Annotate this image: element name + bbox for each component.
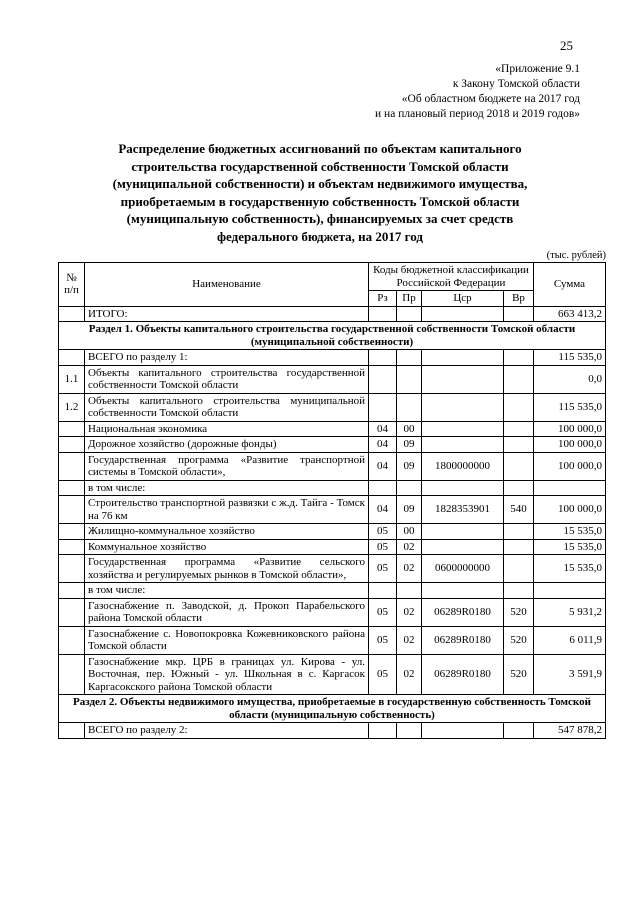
row-name: Государственная программа «Развитие транспортной системы в Томской области», [85,452,369,480]
row-vr [504,583,534,599]
header-codes: Коды бюджетной классификации Российской Федерации [369,263,534,291]
row-rz: 05 [369,654,397,695]
table-row [59,452,606,480]
table-row [59,598,606,626]
table-row [59,350,606,366]
table-row [59,496,606,524]
row-vr [504,421,534,437]
row-csr [422,437,504,453]
row-sum: 100 000,0 [534,496,606,524]
row-vr: 520 [504,654,534,695]
row-sum: 15 535,0 [534,539,606,555]
row-csr [422,723,504,739]
row-name: Газоснабжение п. Заводской, д. Прокоп Парабельского района Томской области [85,598,369,626]
budget-table [58,262,606,739]
row-csr [422,524,504,540]
row-csr [422,583,504,599]
appendix-note [375,62,580,122]
row-name: в том числе: [85,583,369,599]
row-number: 1.2 [59,393,85,421]
title-line: строительства государственной собственности Томской области [131,158,509,174]
row-csr: 0600000000 [422,555,504,583]
row-name: Национальная экономика [85,421,369,437]
row-number: 1.1 [59,365,85,393]
row-rz [369,306,397,322]
header-rz: Рз [369,291,397,307]
row-rz: 05 [369,598,397,626]
title-line: Распределение бюджетных ассигнований по объектам капитального [118,141,522,156]
row-number [59,306,85,322]
row-pr: 09 [397,452,422,480]
row-number [59,480,85,496]
row-vr [504,350,534,366]
row-pr: 02 [397,654,422,695]
table-row [59,723,606,739]
row-csr: 1800000000 [422,452,504,480]
section-header-row [59,322,606,350]
row-name: ИТОГО: [85,306,369,322]
row-csr [422,350,504,366]
row-vr [504,723,534,739]
row-pr: 00 [397,524,422,540]
row-pr: 02 [397,555,422,583]
row-vr: 540 [504,496,534,524]
row-vr [504,480,534,496]
row-number [59,598,85,626]
row-pr [397,480,422,496]
row-number [59,452,85,480]
row-name: ВСЕГО по разделу 2: [85,723,369,739]
row-pr [397,306,422,322]
table-body [59,306,606,738]
row-sum: 0,0 [534,365,606,393]
header-sum: Сумма [534,263,606,307]
row-number [59,583,85,599]
row-csr: 06289R0180 [422,626,504,654]
title-line: (муниципальной собственности) и объектам недвижимого имущества, [112,176,528,192]
section-title: Раздел 1. Объекты капитального строительства государственной собственности Томской области (муниципальной собственности) [59,322,606,350]
row-vr [504,437,534,453]
row-sum [534,583,606,599]
table-row [59,583,606,599]
row-vr: 520 [504,626,534,654]
table-row [59,654,606,695]
row-vr [504,539,534,555]
row-pr [397,583,422,599]
table-header-row [59,263,606,291]
row-sum: 100 000,0 [534,421,606,437]
row-rz [369,350,397,366]
row-name: в том числе: [85,480,369,496]
row-rz [369,393,397,421]
row-rz [369,583,397,599]
row-sum: 6 011,9 [534,626,606,654]
row-sum: 100 000,0 [534,437,606,453]
table-row [59,539,606,555]
row-name: Государственная программа «Развитие сельского хозяйства и регулируемых рынков в Томской области», [85,555,369,583]
row-name: Объекты капитального строительства государственной собственности Томской области [85,365,369,393]
row-csr [422,306,504,322]
row-number [59,421,85,437]
row-name: Строительство транспортной развязки с ж.д. Тайга - Томск на 76 км [85,496,369,524]
row-vr [504,452,534,480]
row-vr [504,306,534,322]
row-sum: 15 535,0 [534,555,606,583]
row-pr: 09 [397,496,422,524]
row-csr [422,393,504,421]
row-sum: 547 878,2 [534,723,606,739]
row-number [59,539,85,555]
row-rz [369,480,397,496]
row-sum: 115 535,0 [534,393,606,421]
row-number [59,626,85,654]
row-name: Коммунальное хозяйство [85,539,369,555]
row-number [59,555,85,583]
row-pr: 09 [397,437,422,453]
row-pr: 02 [397,626,422,654]
row-name: ВСЕГО по разделу 1: [85,350,369,366]
row-vr [504,365,534,393]
row-sum [534,480,606,496]
row-name: Дорожное хозяйство (дорожные фонды) [85,437,369,453]
row-csr: 1828353901 [422,496,504,524]
title-line: (муниципальную собственность), финансируемых за счет средств [126,211,514,227]
row-number [59,723,85,739]
header-pr: Пр [397,291,422,307]
table-row [59,437,606,453]
row-name: Газоснабжение с. Новопокровка Кожевниковского района Томской области [85,626,369,654]
row-pr [397,350,422,366]
row-sum: 5 931,2 [534,598,606,626]
units-label: (тыс. рублей) [546,250,606,261]
row-number [59,496,85,524]
page-number: 25 [560,38,573,53]
row-pr: 02 [397,539,422,555]
row-csr: 06289R0180 [422,598,504,626]
row-rz: 04 [369,437,397,453]
row-rz [369,723,397,739]
header-num: № п/п [59,263,85,307]
row-number [59,524,85,540]
row-rz: 05 [369,539,397,555]
row-number [59,350,85,366]
row-pr [397,365,422,393]
table-row [59,365,606,393]
title-line: федерального бюджета, на 2017 год [217,228,423,244]
row-vr [504,393,534,421]
row-csr: 06289R0180 [422,654,504,695]
appendix-line: «Приложение 9.1 [495,63,580,75]
row-rz: 05 [369,524,397,540]
row-sum: 3 591,9 [534,654,606,695]
section-title: Раздел 2. Объекты недвижимого имущества, приобретаемые в государственную собственность Томской области (муниципальную собственность) [59,695,606,723]
row-name: Газоснабжение мкр. ЦРБ в границах ул. Кирова - ул. Восточная, пер. Южный - ул. Школьная в с. Каргасок Каргасокского района Томской области [85,654,369,695]
row-number [59,437,85,453]
row-rz: 04 [369,496,397,524]
header-csr: Цср [422,291,504,307]
section-header-row [59,695,606,723]
table-row [59,555,606,583]
row-pr: 02 [397,598,422,626]
row-rz: 05 [369,555,397,583]
row-pr: 00 [397,421,422,437]
table-row [59,393,606,421]
table-row [59,421,606,437]
row-name: Объекты капитального строительства муниципальной собственности Томской области [85,393,369,421]
row-sum: 15 535,0 [534,524,606,540]
row-pr [397,723,422,739]
row-pr [397,393,422,421]
row-csr [422,480,504,496]
table-row [59,626,606,654]
row-vr [504,524,534,540]
title-line: приобретаемым в государственную собственность Томской области [120,193,520,209]
row-name: Жилищно-коммунальное хозяйство [85,524,369,540]
document-title [98,140,542,246]
row-sum: 663 413,2 [534,306,606,322]
row-sum: 100 000,0 [534,452,606,480]
row-rz: 04 [369,452,397,480]
table-row [59,480,606,496]
row-csr [422,421,504,437]
row-rz [369,365,397,393]
row-sum: 115 535,0 [534,350,606,366]
table-row [59,524,606,540]
appendix-line: к Закону Томской области [452,78,580,90]
appendix-line: и на плановый период 2018 и 2019 годов» [375,108,580,120]
row-rz: 04 [369,421,397,437]
table-row [59,306,606,322]
row-vr: 520 [504,598,534,626]
row-csr [422,539,504,555]
row-rz: 05 [369,626,397,654]
appendix-line: «Об областном бюджете на 2017 год [401,93,580,105]
header-name: Наименование [85,263,369,307]
row-number [59,654,85,695]
header-vr: Вр [504,291,534,307]
row-vr [504,555,534,583]
row-csr [422,365,504,393]
